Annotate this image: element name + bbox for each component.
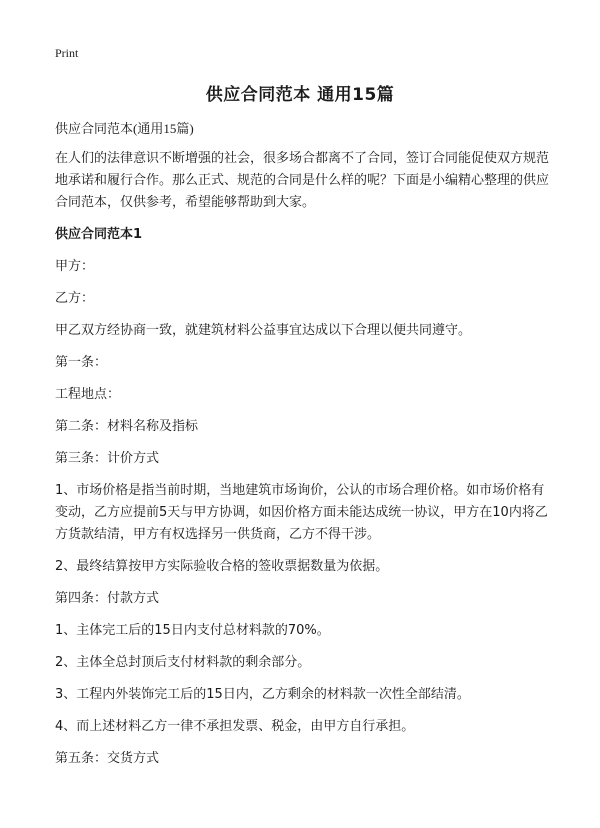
project-location: 工程地点：	[55, 387, 121, 402]
clause-5-heading: 第五条：交货方式	[55, 751, 160, 766]
print-link[interactable]: Print	[55, 46, 79, 60]
clause-3-item-1: 1、市场价格是指当前时期，当地建筑市场询价，公认的市场合理价格。如市场价格有变动，乙方应提前5天与甲方协调，如因价格方面未能达成统一协议，甲方在10内将乙方货款结清，甲方有权选择另一供货商，乙方不得干涉。	[55, 483, 548, 542]
clause-4-item-4: 4、而上述材料乙方一律不承担发票、税金，由甲方自行承担。	[55, 719, 415, 734]
contract-party-b: 乙方：	[55, 291, 95, 306]
section-heading: 供应合同范本1	[55, 227, 143, 242]
clause-4-item-3: 3、工程内外装饰完工后的15日内，乙方剩余的材料款一次性全部结清。	[55, 687, 470, 702]
contract-party-a: 甲方：	[55, 259, 95, 274]
clause-4-item-1: 1、主体完工后的15日内支付总材料款的70%。	[55, 623, 330, 638]
document-body	[55, 118, 555, 780]
clause-4-item-2: 2、主体全总封顶后支付材料款的剩余部分。	[55, 655, 311, 670]
intro-paragraph: 在人们的法律意识不断增强的社会，很多场合都离不了合同，签订合同能促使双方规范地承诺和履行合作。那么正式、规范的合同是什么样的呢？下面是小编精心整理的供应合同范本，仅供参考，希望能够帮助到大家。	[55, 151, 550, 210]
document-subtitle: 供应合同范本(通用15篇)	[55, 121, 194, 136]
clause-2-heading: 第二条：材料名称及指标	[55, 419, 199, 434]
clause-3-item-2: 2、最终结算按甲方实际验收合格的签收票据数量为依据。	[55, 559, 389, 574]
contract-preamble: 甲乙双方经协商一致，就建筑材料公益事宜达成以下合理以便共同遵守。	[55, 323, 472, 338]
clause-4-heading: 第四条：付款方式	[55, 591, 160, 606]
clause-1-heading: 第一条：	[55, 355, 108, 370]
clause-3-heading: 第三条：计价方式	[55, 451, 160, 466]
page-title: 供应合同范本 通用15篇	[205, 85, 395, 105]
